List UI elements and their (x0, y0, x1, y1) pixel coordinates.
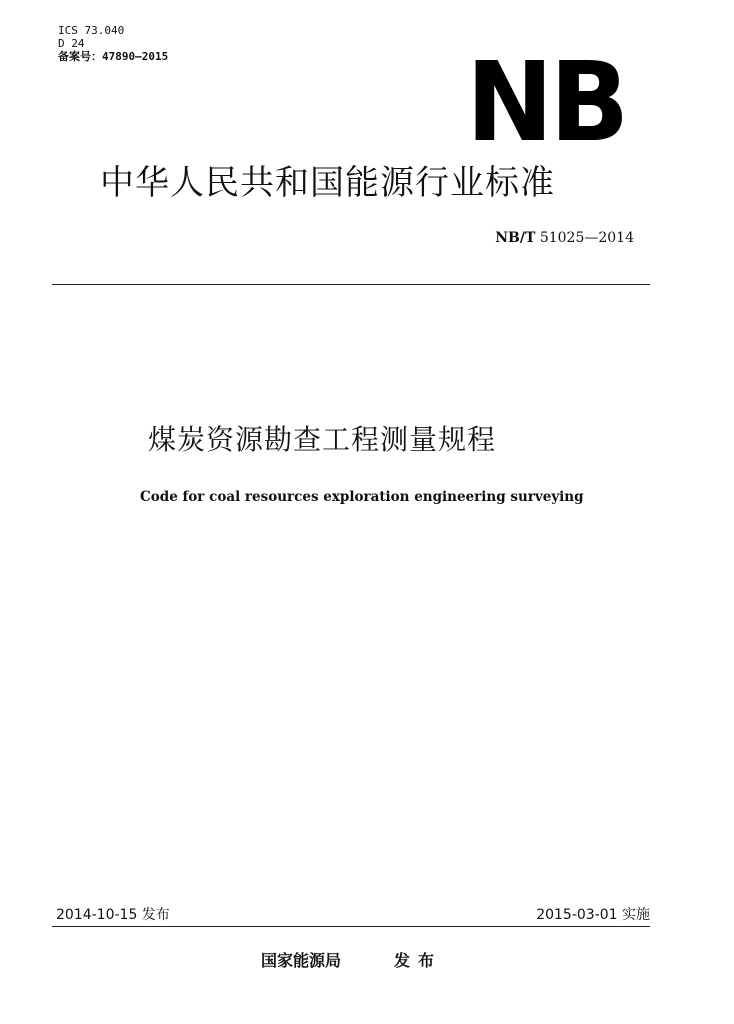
publisher-name: 国家能源局 (261, 951, 342, 970)
filing-number: 备案号：47890—2015 (58, 50, 169, 63)
document-title-en: Code for coal resources exploration engineering surveying (140, 489, 584, 505)
publish-label: 发布 (394, 951, 443, 970)
top-divider (52, 284, 650, 285)
document-title-zh: 煤炭资源勘查工程测量规程 (148, 423, 497, 456)
standard-number (495, 230, 634, 246)
nb-logo: NB (466, 38, 626, 166)
issue-date: 2014-10-15 发布 (56, 907, 170, 923)
bottom-divider (52, 926, 650, 927)
standard-code: 51025—2014 (539, 230, 634, 246)
implementation-date: 2015-03-01 实施 (536, 907, 650, 923)
classification-block (58, 24, 168, 63)
industry-standard-title: 中华人民共和国能源行业标准 (100, 163, 555, 203)
class-code: D 24 (58, 37, 85, 50)
standard-prefix: NB/T (495, 230, 536, 246)
ics-code: ICS 73.040 (58, 24, 125, 37)
